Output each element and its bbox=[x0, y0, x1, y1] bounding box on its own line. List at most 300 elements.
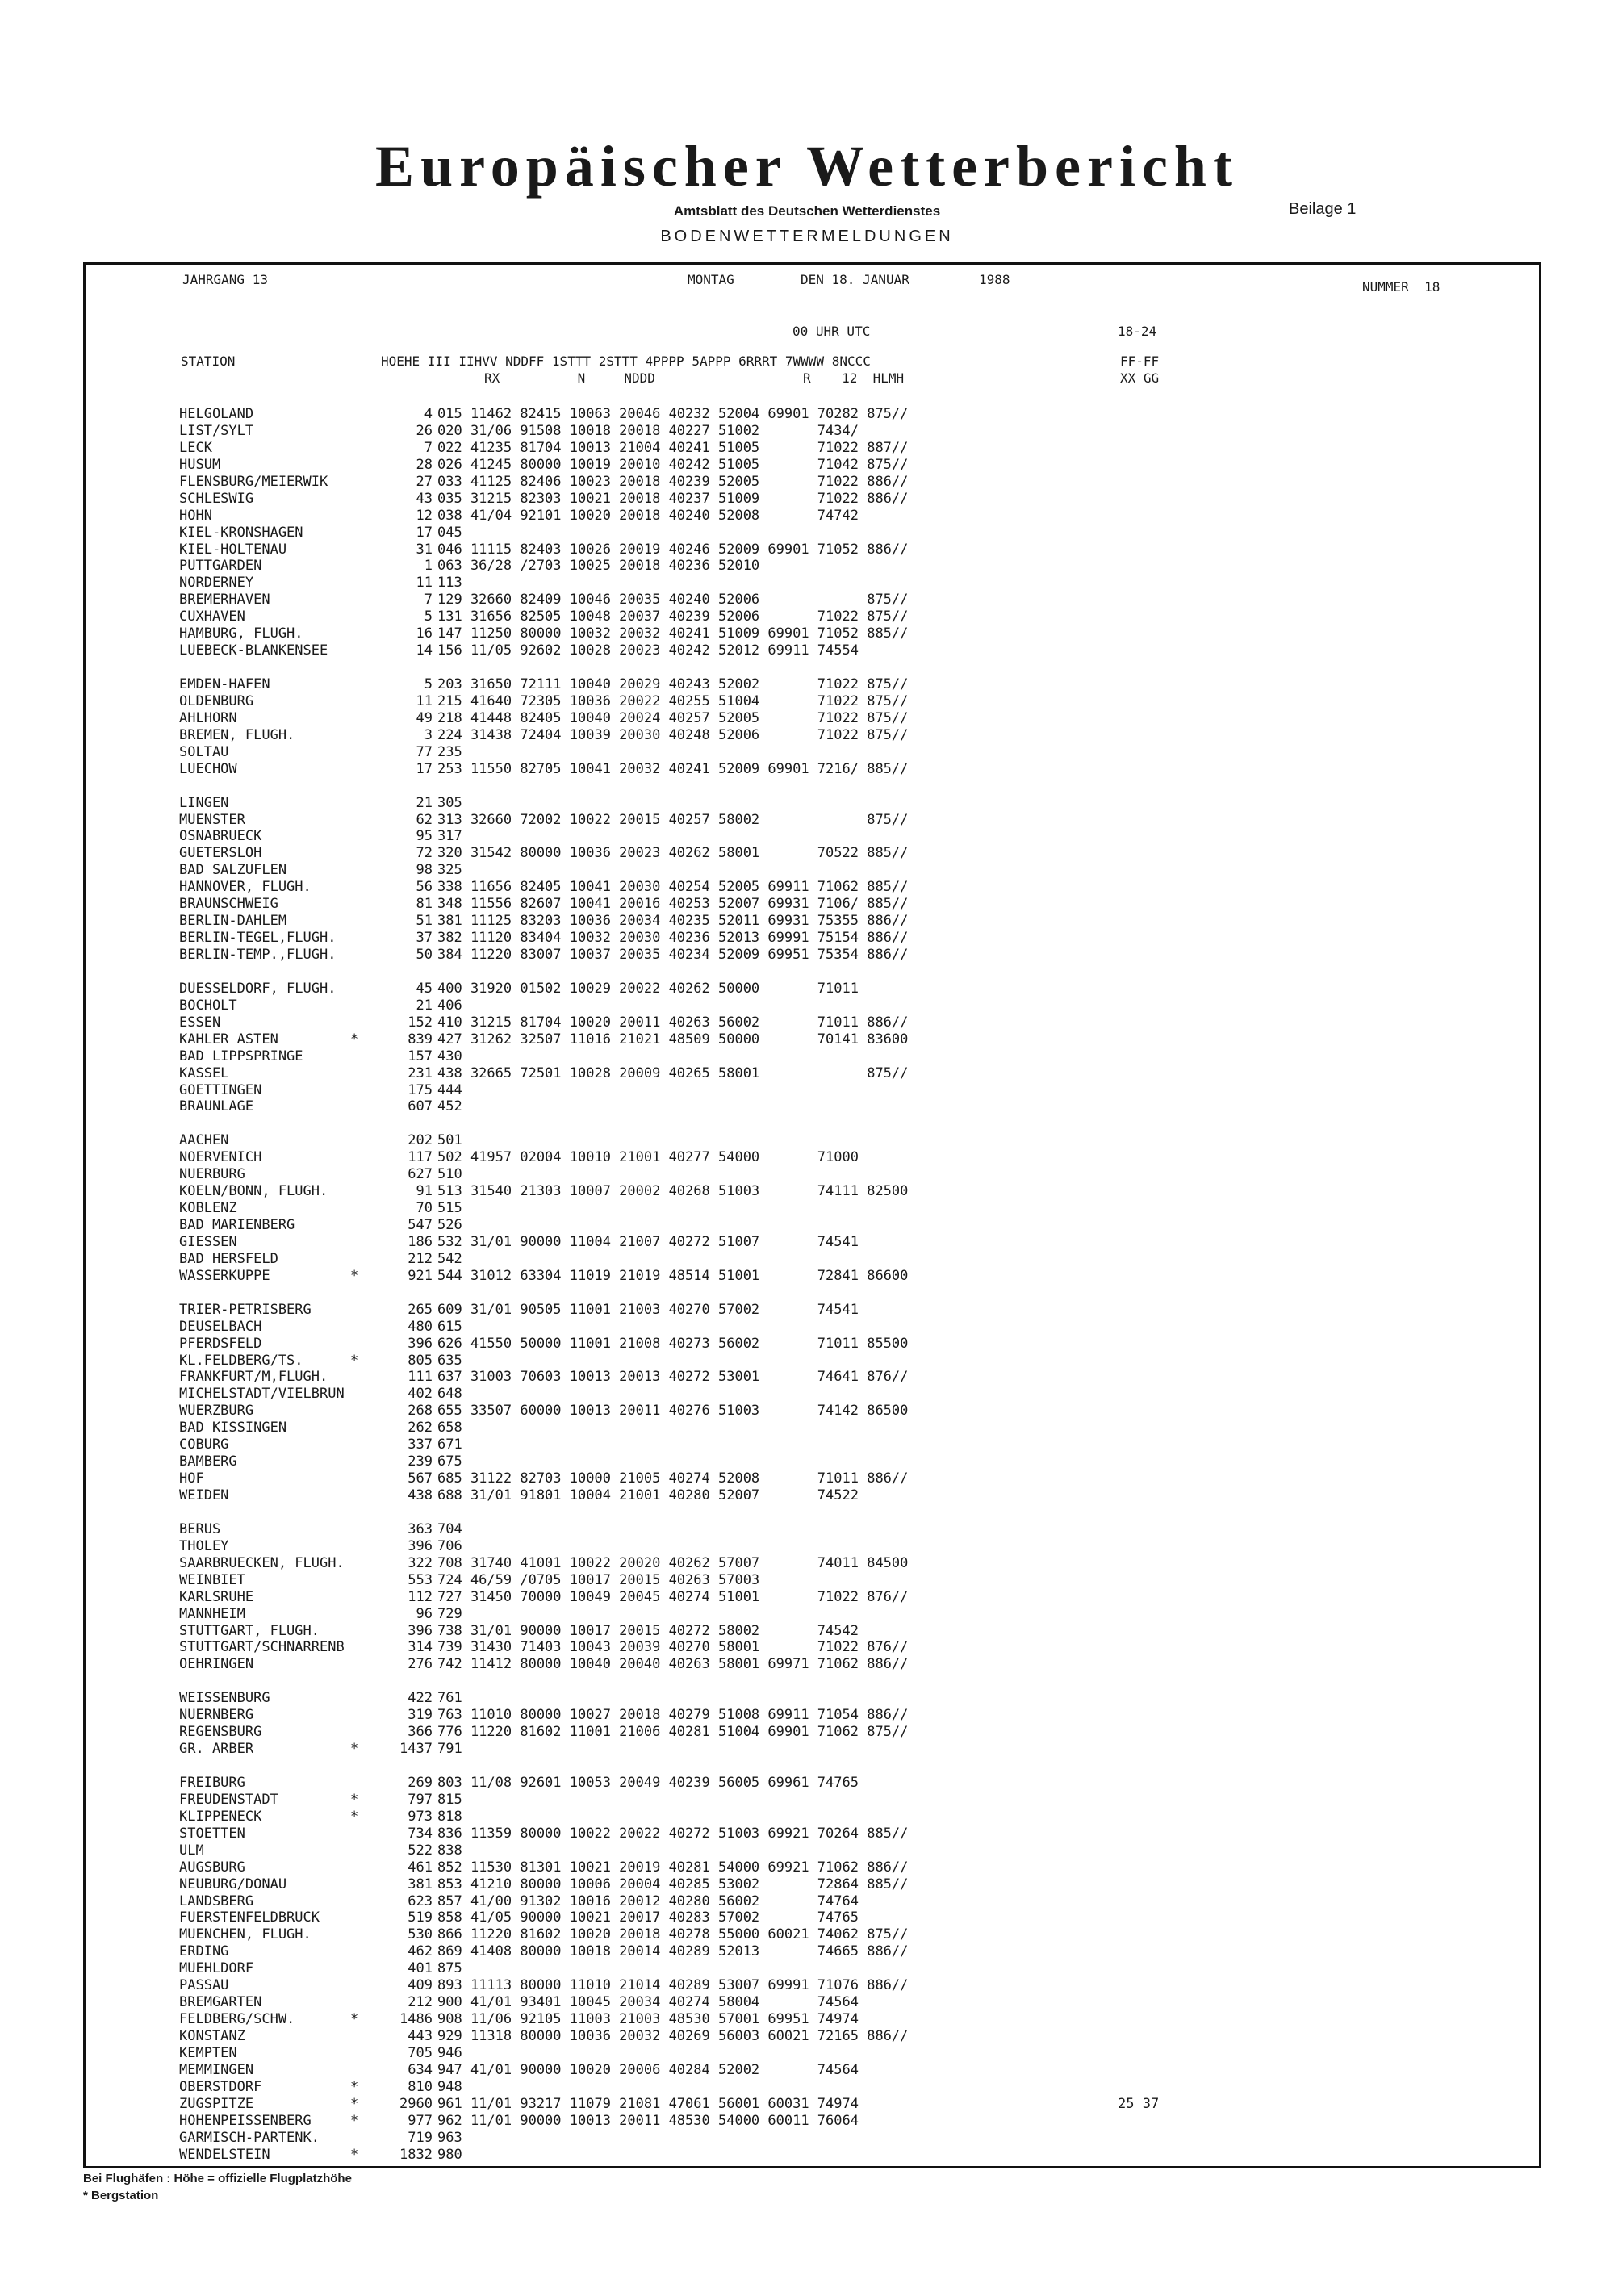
table-row bbox=[179, 1115, 1470, 1132]
table-row bbox=[179, 558, 1470, 575]
station-name: OEHRINGEN bbox=[179, 1656, 254, 1673]
station-name: BAD LIPPSPRINGE bbox=[179, 1048, 303, 1064]
table-row bbox=[179, 1453, 1470, 1470]
section-title: BODENWETTERMELDUNGEN bbox=[660, 228, 954, 245]
station-name: BAD MARIENBERG bbox=[179, 1217, 295, 1233]
observation-codes: 929 11318 80000 10036 20032 40269 56003 60021 72165 886// bbox=[437, 2028, 909, 2044]
observation-codes: 215 41640 72305 10036 20022 40255 51004 71022 875// bbox=[437, 692, 909, 709]
table-row bbox=[179, 896, 1470, 913]
station-height: 522 bbox=[408, 1842, 433, 1859]
station-height: 45 bbox=[416, 980, 433, 997]
observation-codes: 015 11462 82415 10063 20046 40232 52004 69901 70282 875// bbox=[437, 406, 909, 422]
gust-values: 25 37 bbox=[1118, 2095, 1160, 2112]
jahrgang-label: JAHRGANG 13 bbox=[182, 272, 268, 287]
observation-codes: 338 11656 82405 10041 20030 40254 52005 69911 71062 885// bbox=[437, 879, 909, 896]
table-row bbox=[179, 1149, 1470, 1166]
station-name: HANNOVER, FLUGH. bbox=[179, 879, 312, 896]
observation-codes: 035 31215 82303 10021 20018 40237 51009 71022 886// bbox=[437, 490, 909, 507]
station-name: LIST/SYLT bbox=[179, 422, 254, 439]
station-height: 2960 bbox=[399, 2095, 433, 2112]
observation-codes: 131 31656 82505 10048 20037 40239 52006 71022 875// bbox=[437, 609, 909, 625]
observation-codes: 742 11412 80000 10040 20040 40263 58001 69971 71062 886// bbox=[437, 1656, 909, 1673]
table-row bbox=[179, 744, 1470, 761]
station-height: 396 bbox=[408, 1537, 433, 1554]
table-row bbox=[179, 1487, 1470, 1504]
table-row bbox=[179, 1555, 1470, 1572]
station-height: 314 bbox=[408, 1639, 433, 1656]
station-height: 96 bbox=[416, 1605, 433, 1622]
observation-codes: 838 bbox=[437, 1842, 462, 1859]
table-row bbox=[179, 1909, 1470, 1926]
observation-codes: 615 bbox=[437, 1318, 462, 1335]
observation-codes: 648 bbox=[437, 1386, 462, 1403]
station-name: BOCHOLT bbox=[179, 997, 237, 1014]
table-row bbox=[179, 542, 1470, 558]
station-name: KLIPPENECK bbox=[179, 1808, 262, 1825]
station-name: MICHELSTADT/VIELBRUN bbox=[179, 1386, 345, 1403]
table-row bbox=[179, 1623, 1470, 1640]
station-height: 72 bbox=[416, 845, 433, 862]
mountain-station-mark: * bbox=[350, 2095, 359, 2112]
table-row bbox=[179, 1994, 1470, 2011]
station-name: HOHN bbox=[179, 507, 212, 524]
station-height: 202 bbox=[408, 1132, 433, 1149]
table-row bbox=[179, 1589, 1470, 1606]
station-name: FRANKFURT/M,FLUGH. bbox=[179, 1369, 328, 1386]
observation-codes: 836 11359 80000 10022 20022 40272 51003 69921 70264 885// bbox=[437, 1825, 909, 1842]
observation-codes: 866 11220 81602 10020 20018 40278 55000 60021 74062 875// bbox=[437, 1926, 909, 1943]
table-row bbox=[179, 1943, 1470, 1960]
station-height: 5 bbox=[424, 609, 433, 625]
station-height: 438 bbox=[408, 1487, 433, 1503]
observation-codes: 427 31262 32507 11016 21021 48509 50000 70141 83600 bbox=[437, 1031, 909, 1048]
observation-codes: 727 31450 70000 10049 20045 40274 51001 71022 876// bbox=[437, 1588, 909, 1605]
time-label: 00 UHR UTC bbox=[792, 324, 871, 339]
station-name: FLENSBURG/MEIERWIK bbox=[179, 473, 328, 490]
table-row bbox=[179, 423, 1470, 440]
weekday-label: MONTAG bbox=[688, 272, 734, 287]
station-name: LUEBECK-BLANKENSEE bbox=[179, 642, 328, 659]
observation-codes: 658 bbox=[437, 1420, 462, 1437]
observation-codes: 147 11250 80000 10032 20032 40241 51009 69901 71052 885// bbox=[437, 625, 909, 642]
station-name: KL.FELDBERG/TS. bbox=[179, 1352, 303, 1369]
station-name: ERDING bbox=[179, 1943, 229, 1960]
table-row bbox=[179, 1268, 1470, 1285]
station-name: GIESSEN bbox=[179, 1233, 237, 1250]
station-name: FREIBURG bbox=[179, 1774, 245, 1791]
table-row bbox=[179, 474, 1470, 491]
station-name: KONSTANZ bbox=[179, 2028, 245, 2044]
observation-codes: 203 31650 72111 10040 20029 40243 52002 71022 875// bbox=[437, 676, 909, 692]
station-name: FELDBERG/SCHW. bbox=[179, 2011, 295, 2028]
table-row bbox=[179, 440, 1470, 457]
observation-codes: 444 bbox=[437, 1081, 462, 1098]
station-name: GUETERSLOH bbox=[179, 845, 262, 862]
station-height: 11 bbox=[416, 575, 433, 592]
station-name: ZUGSPITZE bbox=[179, 2095, 254, 2112]
station-height: 81 bbox=[416, 896, 433, 913]
station-name: REGENSBURG bbox=[179, 1724, 262, 1741]
station-name: STUTTGART, FLUGH. bbox=[179, 1622, 320, 1639]
table-row bbox=[179, 2079, 1470, 2096]
observation-codes: 626 41550 50000 11001 21008 40273 56002 71011 85500 bbox=[437, 1335, 909, 1352]
station-height: 239 bbox=[408, 1453, 433, 1470]
observation-codes: 406 bbox=[437, 997, 462, 1014]
table-row bbox=[179, 1842, 1470, 1859]
table-row bbox=[179, 930, 1470, 947]
station-name: WEIDEN bbox=[179, 1487, 229, 1503]
observation-codes: 113 bbox=[437, 575, 462, 592]
table-row bbox=[179, 1048, 1470, 1065]
station-height: 519 bbox=[408, 1909, 433, 1926]
code-column-header: HOEHE III IIHVV NDDFF 1STTT 2STTT 4PPPP 5APPP 6RRRT 7WWWW 8NCCC bbox=[381, 353, 871, 369]
station-height: 363 bbox=[408, 1520, 433, 1537]
station-name: CUXHAVEN bbox=[179, 609, 245, 625]
station-height: 91 bbox=[416, 1183, 433, 1200]
table-row bbox=[179, 981, 1470, 997]
table-row bbox=[179, 1926, 1470, 1943]
station-name: KAHLER ASTEN bbox=[179, 1031, 278, 1048]
table-row bbox=[179, 1353, 1470, 1370]
table-row bbox=[179, 625, 1470, 642]
station-height: 805 bbox=[408, 1352, 433, 1369]
mountain-station-mark: * bbox=[350, 1808, 359, 1825]
observation-codes: 609 31/01 90505 11001 21003 40270 57002 74541 bbox=[437, 1301, 859, 1318]
station-height: 1437 bbox=[399, 1741, 433, 1758]
table-row bbox=[179, 1758, 1470, 1775]
station-name: BREMGARTEN bbox=[179, 1994, 262, 2011]
observation-codes: 963 bbox=[437, 2129, 462, 2146]
station-name: OSNABRUECK bbox=[179, 828, 262, 845]
observation-codes: 515 bbox=[437, 1200, 462, 1217]
table-row bbox=[179, 1403, 1470, 1420]
observation-codes: 384 11220 83007 10037 20035 40234 52009 69951 75354 886// bbox=[437, 947, 909, 963]
table-row bbox=[179, 1977, 1470, 1994]
station-height: 366 bbox=[408, 1724, 433, 1741]
station-name: KOELN/BONN, FLUGH. bbox=[179, 1183, 328, 1200]
station-height: 11 bbox=[416, 692, 433, 709]
station-height: 839 bbox=[408, 1031, 433, 1048]
station-name: LINGEN bbox=[179, 794, 229, 811]
station-height: 977 bbox=[408, 2112, 433, 2129]
table-row bbox=[179, 659, 1470, 676]
observation-codes: 853 41210 80000 10006 20004 40285 53002 72864 885// bbox=[437, 1876, 909, 1892]
station-name: MANNHEIM bbox=[179, 1605, 245, 1622]
table-row bbox=[179, 609, 1470, 625]
code-column-subheader: RX N NDDD R 12 HLMH bbox=[484, 370, 905, 386]
station-name: BERLIN-TEGEL,FLUGH. bbox=[179, 930, 337, 947]
footnote-airport-height: Bei Flughäfen : Höhe = offizielle Flugplatzhöhe bbox=[83, 2172, 352, 2185]
table-row bbox=[179, 1031, 1470, 1048]
table-row bbox=[179, 727, 1470, 744]
observation-codes: 438 32665 72501 10028 20009 40265 58001 875// bbox=[437, 1064, 909, 1081]
observation-codes: 510 bbox=[437, 1166, 462, 1183]
station-height: 462 bbox=[408, 1943, 433, 1960]
beilage-label: Beilage 1 bbox=[1289, 200, 1357, 218]
station-name: PUTTGARDEN bbox=[179, 558, 262, 575]
station-height: 212 bbox=[408, 1250, 433, 1267]
station-height: 547 bbox=[408, 1217, 433, 1233]
observation-codes: 348 11556 82607 10041 20016 40253 52007 69931 7106/ 885// bbox=[437, 896, 909, 913]
table-row bbox=[179, 778, 1470, 795]
station-name: BERLIN-DAHLEM bbox=[179, 913, 287, 930]
table-row bbox=[179, 1809, 1470, 1826]
observation-codes: 675 bbox=[437, 1453, 462, 1470]
observation-codes: 033 41125 82406 10023 20018 40239 52005 71022 886// bbox=[437, 473, 909, 490]
table-row bbox=[179, 1386, 1470, 1403]
observation-codes: 815 bbox=[437, 1791, 462, 1808]
station-height: 381 bbox=[408, 1876, 433, 1892]
station-name: SAARBRUECKEN, FLUGH. bbox=[179, 1554, 345, 1571]
table-row bbox=[179, 592, 1470, 609]
observation-codes: 739 31430 71403 10043 20039 40270 58001 71022 876// bbox=[437, 1639, 909, 1656]
station-name: OBERSTDORF bbox=[179, 2078, 262, 2095]
observation-codes: 317 bbox=[437, 828, 462, 845]
station-name: GOETTINGEN bbox=[179, 1081, 262, 1098]
station-height: 31 bbox=[416, 541, 433, 558]
observation-codes: 156 11/05 92602 10028 20023 40242 52012 69911 74554 bbox=[437, 642, 859, 659]
table-row bbox=[179, 812, 1470, 829]
station-height: 719 bbox=[408, 2129, 433, 2146]
station-height: 461 bbox=[408, 1859, 433, 1876]
station-height: 21 bbox=[416, 794, 433, 811]
observation-codes: 893 11113 80000 11010 21014 40289 53007 69991 71076 886// bbox=[437, 1977, 909, 1994]
station-name: WEINBIET bbox=[179, 1571, 245, 1588]
observation-codes: 947 41/01 90000 10020 20006 40284 52002 74564 bbox=[437, 2061, 859, 2078]
observation-codes: 381 11125 83203 10036 20034 40235 52011 69931 75355 886// bbox=[437, 913, 909, 930]
observation-codes: 635 bbox=[437, 1352, 462, 1369]
observation-codes: 026 41245 80000 10019 20010 40242 51005 71042 875// bbox=[437, 456, 909, 473]
station-height: 265 bbox=[408, 1301, 433, 1318]
station-name: HELGOLAND bbox=[179, 406, 254, 422]
station-name: KIEL-HOLTENAU bbox=[179, 541, 287, 558]
station-height: 396 bbox=[408, 1622, 433, 1639]
station-name: BAD SALZUFLEN bbox=[179, 862, 287, 879]
observation-codes: 980 bbox=[437, 2146, 462, 2163]
observation-codes: 761 bbox=[437, 1690, 462, 1707]
table-row bbox=[179, 2096, 1470, 2113]
observation-codes: 045 bbox=[437, 524, 462, 541]
year-label: 1988 bbox=[979, 272, 1010, 287]
station-name: COBURG bbox=[179, 1437, 229, 1453]
table-row bbox=[179, 1470, 1470, 1487]
station-name: STUTTGART/SCHNARRENB bbox=[179, 1639, 345, 1656]
station-table bbox=[179, 406, 1470, 2164]
observation-codes: 325 bbox=[437, 862, 462, 879]
station-name: WUERZBURG bbox=[179, 1403, 254, 1420]
station-name: AACHEN bbox=[179, 1132, 229, 1149]
station-name: STOETTEN bbox=[179, 1825, 245, 1842]
observation-codes: 501 bbox=[437, 1132, 462, 1149]
station-name: KEMPTEN bbox=[179, 2044, 237, 2061]
table-row bbox=[179, 1673, 1470, 1690]
table-row bbox=[179, 676, 1470, 693]
station-name: SOLTAU bbox=[179, 743, 229, 760]
mountain-station-mark: * bbox=[350, 2078, 359, 2095]
observation-codes: 803 11/08 92601 10053 20049 40239 56005 69961 74765 bbox=[437, 1774, 859, 1791]
observation-codes: 688 31/01 91801 10004 21001 40280 52007 74522 bbox=[437, 1487, 859, 1503]
station-height: 422 bbox=[408, 1690, 433, 1707]
observation-codes: 818 bbox=[437, 1808, 462, 1825]
station-height: 50 bbox=[416, 947, 433, 963]
observation-codes: 513 31540 21303 10007 20002 40268 51003 74111 82500 bbox=[437, 1183, 909, 1200]
table-row bbox=[179, 1826, 1470, 1842]
station-name: WENDELSTEIN bbox=[179, 2146, 270, 2163]
station-name: HOHENPEISSENBERG bbox=[179, 2112, 312, 2129]
observation-codes: 706 bbox=[437, 1537, 462, 1554]
station-height: 322 bbox=[408, 1554, 433, 1571]
table-row bbox=[179, 1437, 1470, 1453]
station-name: HOF bbox=[179, 1470, 204, 1487]
observation-codes: 857 41/00 91302 10016 20012 40280 56002 74764 bbox=[437, 1892, 859, 1909]
observation-codes: 430 bbox=[437, 1048, 462, 1064]
observation-codes: 852 11530 81301 10021 20019 40281 54000 69921 71062 886// bbox=[437, 1859, 909, 1876]
station-height: 634 bbox=[408, 2061, 433, 2078]
station-name: NOERVENICH bbox=[179, 1149, 262, 1166]
observation-codes: 948 bbox=[437, 2078, 462, 2095]
station-height: 26 bbox=[416, 422, 433, 439]
mountain-station-mark: * bbox=[350, 2011, 359, 2028]
station-height: 111 bbox=[408, 1369, 433, 1386]
station-height: 3 bbox=[424, 726, 433, 743]
station-name: BRAUNLAGE bbox=[179, 1098, 254, 1115]
observation-codes: 235 bbox=[437, 743, 462, 760]
station-name: BERLIN-TEMP.,FLUGH. bbox=[179, 947, 337, 963]
station-height: 553 bbox=[408, 1571, 433, 1588]
observation-codes: 526 bbox=[437, 1217, 462, 1233]
station-height: 51 bbox=[416, 913, 433, 930]
table-row bbox=[179, 2045, 1470, 2062]
station-name: GARMISCH-PARTENK. bbox=[179, 2129, 320, 2146]
station-name: KOBLENZ bbox=[179, 1200, 237, 1217]
station-height: 16 bbox=[416, 625, 433, 642]
station-height: 152 bbox=[408, 1014, 433, 1031]
observation-codes: 382 11120 83404 10032 20030 40236 52013 69991 75154 886// bbox=[437, 930, 909, 947]
table-row bbox=[179, 1690, 1470, 1707]
station-name: BAMBERG bbox=[179, 1453, 237, 1470]
observation-codes: 704 bbox=[437, 1520, 462, 1537]
station-height: 627 bbox=[408, 1166, 433, 1183]
station-height: 12 bbox=[416, 507, 433, 524]
table-row bbox=[179, 879, 1470, 896]
gust-column-header: FF-FF bbox=[1120, 353, 1160, 369]
table-row bbox=[179, 525, 1470, 542]
station-name: WEISSENBURG bbox=[179, 1690, 270, 1707]
table-row bbox=[179, 1065, 1470, 1082]
station-name: FUERSTENFELDBRUCK bbox=[179, 1909, 320, 1926]
table-row bbox=[179, 710, 1470, 727]
table-row bbox=[179, 1302, 1470, 1319]
observation-codes: 022 41235 81704 10013 21004 40241 51005 71022 887// bbox=[437, 439, 909, 456]
observation-codes: 063 36/28 /2703 10025 20018 40236 52010 bbox=[437, 558, 760, 575]
observation-codes: 791 bbox=[437, 1741, 462, 1758]
table-row bbox=[179, 1166, 1470, 1183]
table-row bbox=[179, 862, 1470, 879]
mountain-station-mark: * bbox=[350, 1791, 359, 1808]
station-height: 21 bbox=[416, 997, 433, 1014]
table-row bbox=[179, 2147, 1470, 2164]
observation-codes: 738 31/01 90000 10017 20015 40272 58002 74542 bbox=[437, 1622, 859, 1639]
station-height: 1832 bbox=[399, 2146, 433, 2163]
station-height: 530 bbox=[408, 1926, 433, 1943]
table-row bbox=[179, 1656, 1470, 1673]
station-height: 443 bbox=[408, 2028, 433, 2044]
station-height: 276 bbox=[408, 1656, 433, 1673]
station-height: 175 bbox=[408, 1081, 433, 1098]
station-name: FREUDENSTADT bbox=[179, 1791, 278, 1808]
table-row bbox=[179, 1606, 1470, 1623]
observation-codes: 253 11550 82705 10041 20032 40241 52009 69901 7216/ 885// bbox=[437, 760, 909, 777]
station-name: BRAUNSCHWEIG bbox=[179, 896, 278, 913]
station-name: LUECHOW bbox=[179, 760, 237, 777]
table-row bbox=[179, 406, 1470, 423]
observation-codes: 544 31012 63304 11019 21019 48514 51001 72841 86600 bbox=[437, 1267, 909, 1284]
station-height: 409 bbox=[408, 1977, 433, 1994]
station-column-header: STATION bbox=[181, 353, 236, 369]
station-name: BAD KISSINGEN bbox=[179, 1420, 287, 1437]
observation-codes: 900 41/01 93401 10045 20034 40274 58004 74564 bbox=[437, 1994, 859, 2011]
observation-codes: 946 bbox=[437, 2044, 462, 2061]
table-row bbox=[179, 828, 1470, 845]
station-name: NUERNBERG bbox=[179, 1707, 254, 1724]
table-row bbox=[179, 457, 1470, 474]
station-name: BERUS bbox=[179, 1520, 221, 1537]
station-height: 480 bbox=[408, 1318, 433, 1335]
station-height: 56 bbox=[416, 879, 433, 896]
station-height: 607 bbox=[408, 1098, 433, 1115]
station-height: 623 bbox=[408, 1892, 433, 1909]
table-row bbox=[179, 1639, 1470, 1656]
station-name: MUENSTER bbox=[179, 811, 245, 828]
observation-codes: 858 41/05 90000 10021 20017 40283 57002 74765 bbox=[437, 1909, 859, 1926]
station-name: SCHLESWIG bbox=[179, 490, 254, 507]
station-height: 269 bbox=[408, 1774, 433, 1791]
station-height: 1486 bbox=[399, 2011, 433, 2028]
table-row bbox=[179, 1420, 1470, 1437]
table-row bbox=[179, 1504, 1470, 1521]
station-height: 14 bbox=[416, 642, 433, 659]
table-row bbox=[179, 1572, 1470, 1589]
station-name: WASSERKUPPE bbox=[179, 1267, 270, 1284]
table-row bbox=[179, 1724, 1470, 1741]
station-name: OLDENBURG bbox=[179, 692, 254, 709]
gust-column-subheader: XX GG bbox=[1120, 370, 1160, 386]
observation-codes: 452 bbox=[437, 1098, 462, 1115]
station-height: 95 bbox=[416, 828, 433, 845]
observation-codes: 685 31122 82703 10000 21005 40274 52008 71011 886// bbox=[437, 1470, 909, 1487]
station-height: 262 bbox=[408, 1420, 433, 1437]
observation-codes: 224 31438 72404 10039 20030 40248 52006 71022 875// bbox=[437, 726, 909, 743]
observation-codes: 729 bbox=[437, 1605, 462, 1622]
table-row bbox=[179, 1336, 1470, 1353]
table-row bbox=[179, 1217, 1470, 1234]
station-height: 5 bbox=[424, 676, 433, 692]
station-name: LANDSBERG bbox=[179, 1892, 254, 1909]
table-row bbox=[179, 1082, 1470, 1099]
table-row bbox=[179, 491, 1470, 508]
table-row bbox=[179, 2062, 1470, 2079]
observation-codes: 655 33507 60000 10013 20011 40276 51003 74142 86500 bbox=[437, 1403, 909, 1420]
station-height: 337 bbox=[408, 1437, 433, 1453]
station-height: 231 bbox=[408, 1064, 433, 1081]
table-row bbox=[179, 1859, 1470, 1876]
table-row bbox=[179, 913, 1470, 930]
table-row bbox=[179, 1285, 1470, 1302]
station-height: 17 bbox=[416, 760, 433, 777]
table-row bbox=[179, 1251, 1470, 1268]
observation-codes: 502 41957 02004 10010 21001 40277 54000 71000 bbox=[437, 1149, 859, 1166]
station-name: AHLHORN bbox=[179, 709, 237, 726]
